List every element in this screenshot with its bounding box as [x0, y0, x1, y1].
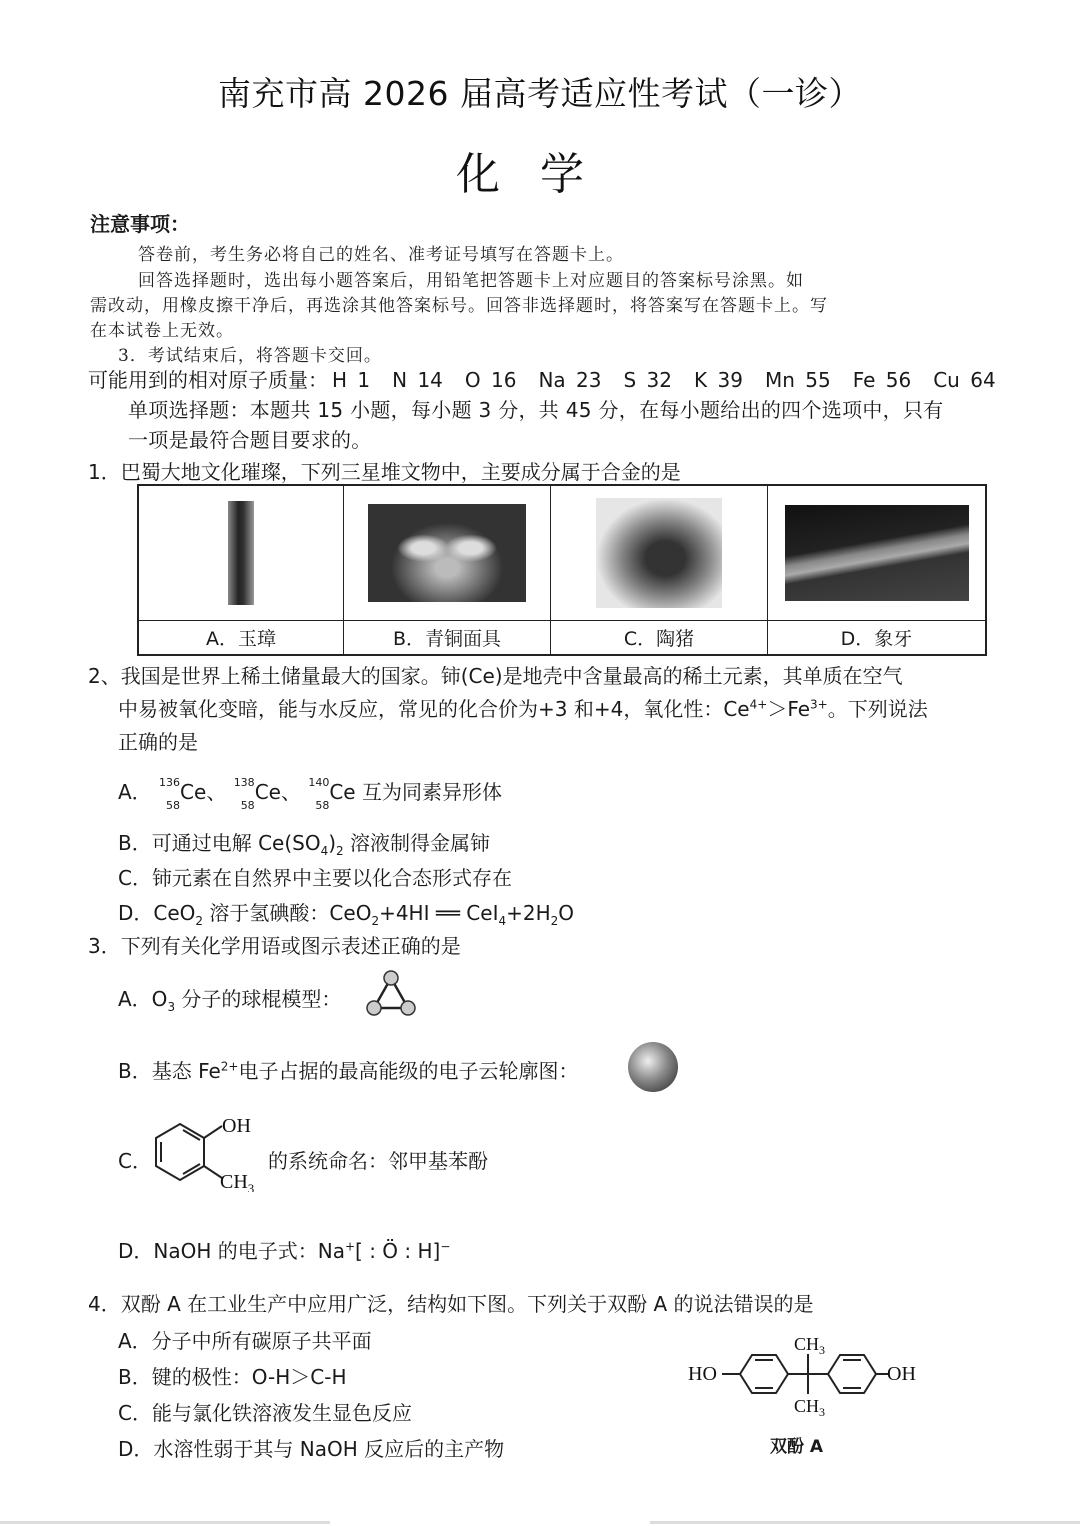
- option-text: 分子的球棍模型：: [175, 987, 342, 1011]
- superscript: −: [440, 1239, 451, 1254]
- subscript: 2: [336, 844, 344, 858]
- svg-text:OH: OH: [222, 1115, 251, 1137]
- notice-item-2-cont: 需改动，用橡皮擦干净后，再选涂其他答案标号。回答非选择题时，将答案写在答题卡上。写: [90, 296, 828, 316]
- question-2-stem-3: 正确的是: [118, 730, 198, 754]
- notice-item-3: 3．考试结束后，将答题卡交回。: [118, 346, 382, 366]
- svg-text:OH: OH: [887, 1363, 916, 1385]
- separator: 、: [280, 780, 301, 804]
- question-text: 。下列说法: [827, 697, 928, 721]
- element-symbol: Ce: [180, 780, 207, 804]
- mass-k: K 39: [694, 368, 743, 392]
- notice-heading: 注意事项：: [90, 212, 190, 236]
- mass-n: N 14: [392, 368, 443, 392]
- ce-symbol: Ce: [723, 697, 750, 721]
- option-label: C．: [118, 1149, 152, 1173]
- q4-option-d[interactable]: D．水溶性弱于其与 NaOH 反应后的主产物: [118, 1437, 505, 1461]
- option-text: 溶于氢碘酸：CeO: [203, 901, 372, 925]
- question-text: 我国是世界上稀土储量最大的国家。铈(Ce)是地壳中含量最高的稀土元素，其单质在空气: [120, 664, 903, 688]
- section-instructions-2: 一项是最符合题目要求的。: [128, 428, 372, 452]
- subscript: 2: [550, 914, 559, 928]
- question-number: 1．: [88, 460, 121, 484]
- mass-o: O 16: [464, 368, 517, 392]
- atomic-masses-label: 可能用到的相对原子质量：: [88, 368, 328, 392]
- element-symbol: Ce: [254, 780, 281, 804]
- question-4-stem: [88, 1288, 814, 1317]
- question-number: 2、: [88, 664, 121, 688]
- superscript: 2+: [220, 1059, 239, 1074]
- option-text: 互为同素异形体: [361, 780, 502, 804]
- option-b[interactable]: B．青铜面具: [344, 620, 551, 654]
- atomic-masses: [88, 364, 996, 393]
- gt-sign: ＞: [767, 697, 788, 721]
- q4-option-b[interactable]: B．键的极性：O-H＞C-H: [118, 1365, 347, 1389]
- q3-option-c[interactable]: [118, 1145, 152, 1174]
- option-text: ): [328, 831, 337, 855]
- o-cresol-structure-icon: [150, 1112, 265, 1192]
- option-text: B．基态 Fe: [118, 1059, 221, 1083]
- question-text: 巴蜀大地文化璀璨，下列三星堆文物中，主要成分属于合金的是: [120, 460, 681, 484]
- subscript: 2: [371, 914, 380, 928]
- question-1-stem: [88, 456, 681, 485]
- q3-option-b[interactable]: [118, 1055, 579, 1084]
- option-text: D．CeO: [118, 901, 196, 925]
- exam-title: 南充市高 2026 届高考适应性考试（一诊）: [218, 74, 862, 113]
- fe-charge: 3+: [810, 697, 828, 712]
- separator: 、: [206, 780, 227, 804]
- option-text: B．可通过电解 Ce(SO: [118, 831, 321, 855]
- option-text: 溶液制得金属铈: [343, 831, 491, 855]
- fe-symbol: Fe: [787, 697, 811, 721]
- svg-text:HO: HO: [688, 1363, 717, 1385]
- mass-number: 136: [159, 775, 181, 789]
- bisphenol-a-caption: 双酚 A: [770, 1437, 824, 1457]
- subject-title: 化学: [456, 149, 624, 200]
- isotope-136: [158, 775, 181, 812]
- atomic-number: 58: [166, 798, 181, 812]
- artifact-image-pig: [551, 486, 768, 620]
- svg-text:CH3: $CH_3$: [220, 1171, 255, 1192]
- option-label: A．: [118, 780, 152, 804]
- electron-formula: [ : Ö : H]: [355, 1239, 441, 1263]
- q2-option-a[interactable]: [118, 775, 502, 812]
- mass-s: S 32: [623, 368, 673, 392]
- question-2-stem-1: [88, 660, 903, 689]
- notice-item-1: 答卷前，考生务必将自己的姓名、准考证号填写在答题卡上。: [138, 245, 624, 265]
- section-instructions-1: 单项选择题：本题共 15 小题，每小题 3 分，共 45 分，在每小题给出的四个选项中，只有: [128, 398, 944, 422]
- subscript: 4: [498, 914, 507, 928]
- atomic-number: 58: [315, 798, 330, 812]
- mass-fe: Fe 56: [852, 368, 912, 392]
- question-text: 下列有关化学用语或图示表述正确的是: [120, 934, 461, 958]
- option-text: D．NaOH 的电子式：Na: [118, 1239, 345, 1263]
- q3-option-d[interactable]: [118, 1235, 450, 1264]
- question-text: 中易被氧化变暗，能与水反应，常见的化合价为+3 和+4，氧化性：: [118, 697, 724, 721]
- ce-charge: 4+: [749, 697, 768, 712]
- q2-option-b[interactable]: [118, 827, 490, 858]
- notice-item-2: 回答选择题时，选出每小题答案后，用铅笔把答题卡上对应题目的答案标号涂黑。如: [138, 271, 804, 291]
- notice-item-2-end: 在本试卷上无效。: [90, 321, 234, 341]
- mass-mn: Mn 55: [764, 368, 831, 392]
- atomic-number: 58: [240, 798, 255, 812]
- q3-option-c-text: 的系统命名：邻甲基苯酚: [268, 1149, 488, 1173]
- option-d[interactable]: D．象牙: [768, 620, 985, 654]
- element-symbol: Ce: [329, 780, 356, 804]
- q2-option-c[interactable]: C．铈元素在自然界中主要以化合态形式存在: [118, 866, 512, 890]
- mass-h: H 1: [332, 368, 371, 392]
- artifact-table: [137, 484, 987, 656]
- superscript: +: [344, 1239, 356, 1254]
- bronze-mask-image: [368, 504, 526, 602]
- q3-option-a[interactable]: [118, 983, 341, 1014]
- bisphenol-a-structure-icon: [688, 1330, 918, 1420]
- option-text: O: [558, 901, 575, 925]
- question-3-stem: [88, 930, 461, 959]
- artifact-image-bronze: [344, 486, 551, 620]
- q4-option-a[interactable]: A．分子中所有碳原子共平面: [118, 1329, 372, 1353]
- mass-number: 140: [308, 775, 330, 789]
- isotope-140: [307, 775, 330, 812]
- option-c[interactable]: C．陶猪: [551, 620, 768, 654]
- option-text: +2H: [506, 901, 551, 925]
- artifact-image-jade: [139, 486, 344, 620]
- svg-text:CH3: $CH_3$: [794, 1396, 826, 1419]
- ivory-image: [785, 505, 969, 601]
- page-edge-line-left: [0, 1521, 330, 1524]
- isotope-138: [233, 775, 255, 812]
- question-number: 4．: [88, 1292, 121, 1316]
- mass-number: 138: [233, 775, 255, 789]
- s-orbital-sphere-icon: [628, 1042, 678, 1092]
- svg-text:CH3: $CH_3$: [794, 1334, 826, 1357]
- option-text: 电子占据的最高能级的电子云轮廓图：: [238, 1059, 579, 1083]
- mass-na: Na 23: [538, 368, 602, 392]
- o3-ball-stick-model-icon: [364, 968, 418, 1020]
- subscript: 4: [320, 844, 329, 858]
- option-a[interactable]: A．玉璋: [139, 620, 344, 654]
- option-text: A．O: [118, 987, 168, 1011]
- page-edge-line-right: [650, 1521, 1080, 1524]
- option-text: +4HI ══ CeI: [379, 901, 499, 925]
- mass-cu: Cu 64: [933, 368, 996, 392]
- question-2-stem-2: [118, 693, 928, 722]
- q4-option-c[interactable]: C．能与氯化铁溶液发生显色反应: [118, 1401, 412, 1425]
- question-number: 3．: [88, 934, 121, 958]
- question-text: 双酚 A 在工业生产中应用广泛，结构如下图。下列关于双酚 A 的说法错误的是: [120, 1292, 814, 1316]
- pottery-pig-image: [596, 498, 722, 608]
- artifact-image-ivory: [768, 486, 985, 620]
- subscript: 2: [195, 914, 204, 928]
- jade-zhang-image: [228, 501, 254, 605]
- subscript: 3: [167, 1000, 176, 1014]
- q2-option-d[interactable]: [118, 897, 574, 928]
